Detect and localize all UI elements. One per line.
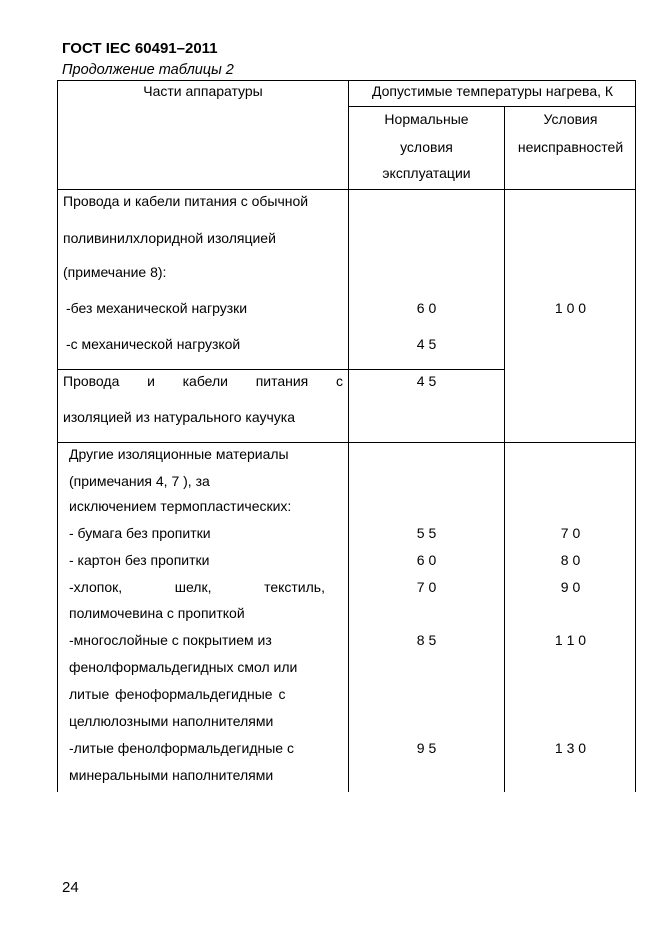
word: и	[147, 373, 155, 389]
row-text: целлюлозными наполнителями	[69, 713, 274, 729]
row-label: -с механической нагрузкой	[66, 336, 241, 352]
row-text: -литые фенолформальдегидные с	[69, 740, 294, 756]
fault-value: 1 3 0	[554, 740, 587, 756]
normal-value: 6 0	[416, 300, 437, 316]
row-text: Другие изоляционные материалы	[69, 446, 289, 462]
normal-value: 9 5	[416, 740, 437, 756]
row-divider-2	[57, 442, 636, 443]
row-text: изоляцией из натурального каучука	[63, 409, 295, 425]
header-subdivider	[348, 106, 636, 107]
word: питания	[255, 373, 309, 389]
word: текстиль,	[264, 579, 325, 595]
row-text: исключением термопластических:	[69, 498, 292, 514]
page-number: 24	[62, 879, 79, 896]
word: кабели	[182, 373, 228, 389]
fault-value: 8 0	[560, 552, 581, 568]
row-divider-1	[57, 369, 505, 370]
col-header-temperatures: Допустимые температуры нагрева, К	[371, 83, 614, 99]
word: -хлопок,	[69, 579, 123, 595]
normal-value: 4 5	[416, 336, 437, 352]
row-text: (примечания 4, 7 ), за	[69, 473, 210, 489]
table-right-border	[635, 80, 636, 792]
fault-value: 1 0 0	[554, 300, 587, 316]
normal-value: 8 5	[416, 632, 437, 648]
word: Провода	[63, 373, 120, 389]
word: шелк,	[174, 579, 212, 595]
column-divider-1	[348, 80, 349, 792]
row-text: минеральными наполнителями	[69, 767, 274, 783]
row-text: Провода и кабели питания с обычной	[63, 193, 309, 209]
row-text: (примечание 8):	[63, 264, 167, 280]
sub-header-fault-1: Условия	[543, 111, 598, 127]
row-label: - бумага без пропитки	[69, 525, 211, 541]
row-label: -без механической нагрузки	[66, 300, 248, 316]
row-label: - картон без пропитки	[69, 552, 210, 568]
normal-value: 5 5	[416, 525, 437, 541]
col-header-parts: Части аппаратуры	[143, 83, 263, 99]
row-text: -многослойные с покрытием из	[69, 632, 272, 648]
sub-header-normal-3: эксплуатации	[382, 165, 471, 181]
table-top-border	[57, 80, 636, 81]
normal-value: 4 5	[416, 373, 437, 389]
sub-header-fault-2: неисправностей	[517, 139, 624, 155]
word: с	[335, 373, 343, 389]
row-text: литые феноформальдегидные с	[69, 686, 286, 702]
row-text: полимочевина с пропиткой	[69, 605, 245, 621]
row-text: поливинилхлоридной изоляцией	[63, 230, 276, 246]
fault-value: 7 0	[560, 525, 581, 541]
normal-value: 6 0	[416, 552, 437, 568]
header-bottom-border	[57, 189, 636, 190]
row-text-justified	[63, 374, 343, 388]
fault-value: 1 1 0	[554, 632, 587, 648]
column-divider-2	[504, 106, 505, 792]
fault-value: 9 0	[560, 579, 581, 595]
sub-header-normal-1: Нормальные	[384, 111, 469, 127]
table-continuation-caption: Продолжение таблицы 2	[62, 62, 234, 78]
sub-header-normal-2: условия	[400, 139, 453, 155]
row-text: фенолформальдегидных смол или	[69, 659, 298, 675]
row-text-justified	[69, 580, 325, 594]
normal-value: 7 0	[416, 579, 437, 595]
standard-title: ГОСТ IEC 60491–2011	[62, 40, 218, 57]
table-left-border	[57, 80, 58, 792]
